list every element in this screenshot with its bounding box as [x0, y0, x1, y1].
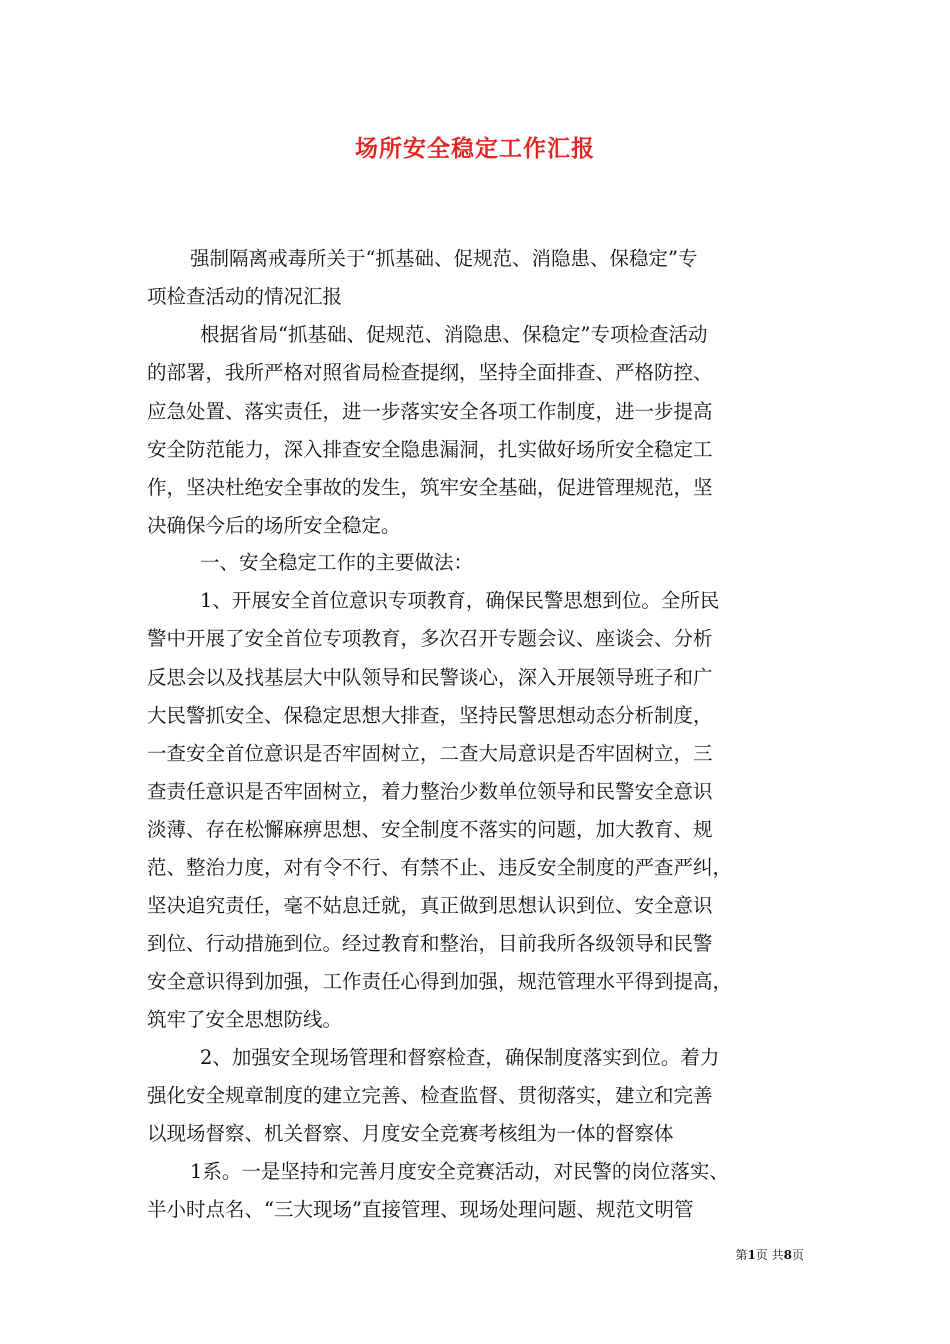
- text-line: 警中开展了安全首位专项教育，多次召开专题会议、座谈会、分析: [147, 627, 713, 650]
- text-line: 安全防范能力，深入排查安全隐患漏洞，扎实做好场所安全稳定工: [147, 438, 713, 461]
- text-line: 范、整治力度，对有令不行、有禁不止、违反安全制度的严查严纠，: [147, 856, 733, 879]
- text-line: 半小时点名、“三大现场”直接管理、现场处理问题、规范文明管: [147, 1198, 694, 1221]
- text-line: 应急处置、落实责任，进一步落实安全各项工作制度，进一步提高: [147, 400, 713, 423]
- section-heading: 一、安全稳定工作的主要做法：: [200, 551, 474, 574]
- text-line: 1系。一是坚持和完善月度安全竞赛活动，对民警的岗位落实、: [190, 1160, 729, 1183]
- text-line: 反思会以及找基层大中队领导和民警谈心，深入开展领导班子和广: [147, 666, 713, 689]
- text-line: 作，坚决杜绝安全事故的发生，筑牢安全基础，促进管理规范，坚: [147, 476, 713, 499]
- footer-suffix: 页: [791, 1248, 804, 1262]
- text-line: 大民警抓安全、保稳定思想大排查，坚持民警思想动态分析制度，: [147, 704, 713, 727]
- text-line: 1、开展安全首位意识专项教育，确保民警思想到位。全所民: [200, 589, 720, 612]
- footer-middle: 页 共: [755, 1248, 784, 1262]
- text-line: 强制隔离戒毒所关于“抓基础、促规范、消隐患、保稳定”专: [190, 247, 698, 270]
- current-page-number: 1: [747, 1248, 756, 1262]
- text-line: 到位、行动措施到位。经过教育和整治，目前我所各级领导和民警: [147, 932, 713, 955]
- text-line: 的部署，我所严格对照省局检查提纲，坚持全面排查、严格防控、: [147, 361, 713, 384]
- text-line: 决确保今后的场所安全稳定。: [147, 514, 401, 537]
- text-line: 淡薄、存在松懈麻痹思想、安全制度不落实的问题，加大教育、规: [147, 818, 713, 841]
- page-footer: [735, 1247, 804, 1263]
- total-page-number: 8: [783, 1248, 792, 1262]
- text-line: 2、加强安全现场管理和督察检查，确保制度落实到位。着力: [200, 1046, 720, 1069]
- text-line: 根据省局“抓基础、促规范、消隐患、保稳定”专项检查活动: [200, 323, 708, 346]
- text-line: 强化安全规章制度的建立完善、检查监督、贯彻落实，建立和完善: [147, 1084, 713, 1107]
- text-line: 筑牢了安全思想防线。: [147, 1008, 343, 1031]
- text-line: 查责任意识是否牢固树立，着力整治少数单位领导和民警安全意识: [147, 780, 713, 803]
- footer-prefix: 第: [735, 1248, 748, 1262]
- document-title: 场所安全稳定工作汇报: [355, 135, 595, 162]
- text-line: 安全意识得到加强，工作责任心得到加强，规范管理水平得到提高，: [147, 970, 733, 993]
- text-line: 以现场督察、机关督察、月度安全竞赛考核组为一体的督察体: [147, 1122, 674, 1145]
- text-line: 坚决追究责任，毫不姑息迁就，真正做到思想认识到位、安全意识: [147, 894, 713, 917]
- text-line: 项检查活动的情况汇报: [147, 285, 343, 308]
- text-line: 一查安全首位意识是否牢固树立，二查大局意识是否牢固树立，三: [147, 742, 713, 765]
